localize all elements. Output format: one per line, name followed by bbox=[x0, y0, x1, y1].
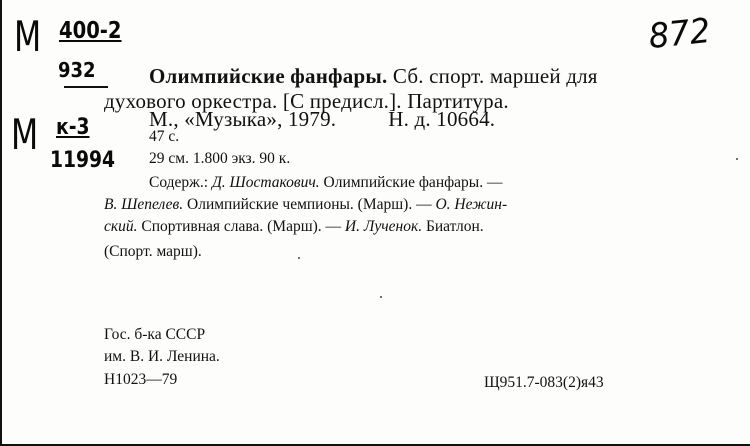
contents-title-4: Биатлон. bbox=[422, 218, 484, 235]
contents-title-2: Олимпийские чемпионы. (Марш). — bbox=[183, 196, 436, 213]
classification-code: Щ951.7-083(2)я43 bbox=[484, 374, 604, 391]
handwritten-mark-bottom: М bbox=[11, 110, 39, 159]
library-name-2: им. В. И. Ленина. bbox=[104, 348, 220, 365]
contents-label: Содерж.: bbox=[149, 174, 212, 191]
contents-title-3: Спортивная слава. (Марш). — bbox=[137, 218, 345, 235]
entry-plate-number: Н. д. 10664. bbox=[388, 107, 496, 131]
contents-author-3b: ский. bbox=[104, 218, 138, 235]
contents-title-1: Олимпийские фанфары. — bbox=[319, 174, 503, 191]
entry-title: Олимпийские фанфары. bbox=[149, 64, 388, 88]
speck bbox=[380, 296, 382, 298]
entry-imprint: М., «Музыка», 1979. bbox=[149, 107, 337, 131]
contents-author-3a: О. Нежин- bbox=[435, 196, 508, 213]
handwritten-corner-number: 872 bbox=[646, 10, 713, 58]
entry-pages: 47 с. bbox=[149, 128, 180, 145]
contents-line-3 bbox=[104, 218, 484, 236]
handwritten-number-top: 932 bbox=[58, 58, 96, 82]
card-number: Н1023—79 bbox=[104, 371, 178, 388]
contents-line-1 bbox=[149, 174, 502, 192]
contents-line-4: (Спорт. марш). bbox=[104, 243, 202, 260]
contents-line-2 bbox=[104, 196, 507, 214]
entry-title-rest: Сб. спорт. маршей для bbox=[387, 64, 598, 88]
contents-author-1: Д. Шостакович. bbox=[211, 174, 320, 191]
entry-line-2: духового оркестра. [С предисл.]. Партитура. bbox=[104, 89, 509, 113]
entry-imprint-line bbox=[149, 107, 495, 132]
speck bbox=[298, 257, 300, 259]
handwritten-number-bottom: 11994 bbox=[50, 148, 116, 173]
entry-physical: 29 см. 1.800 экз. 90 к. bbox=[149, 150, 291, 167]
handwritten-mark-top: М bbox=[14, 12, 42, 61]
handwritten-shelf-top: 400-2 bbox=[59, 18, 122, 44]
entry-title-line bbox=[149, 64, 598, 89]
contents-author-4: И. Лученок. bbox=[344, 218, 423, 235]
speck bbox=[736, 158, 738, 160]
handwritten-shelf-bottom: к-3 bbox=[56, 115, 90, 140]
handwritten-underline bbox=[64, 86, 108, 88]
library-name: Гос. б-ка СССР bbox=[104, 326, 206, 343]
contents-author-2: В. Шепелев. bbox=[104, 196, 184, 213]
